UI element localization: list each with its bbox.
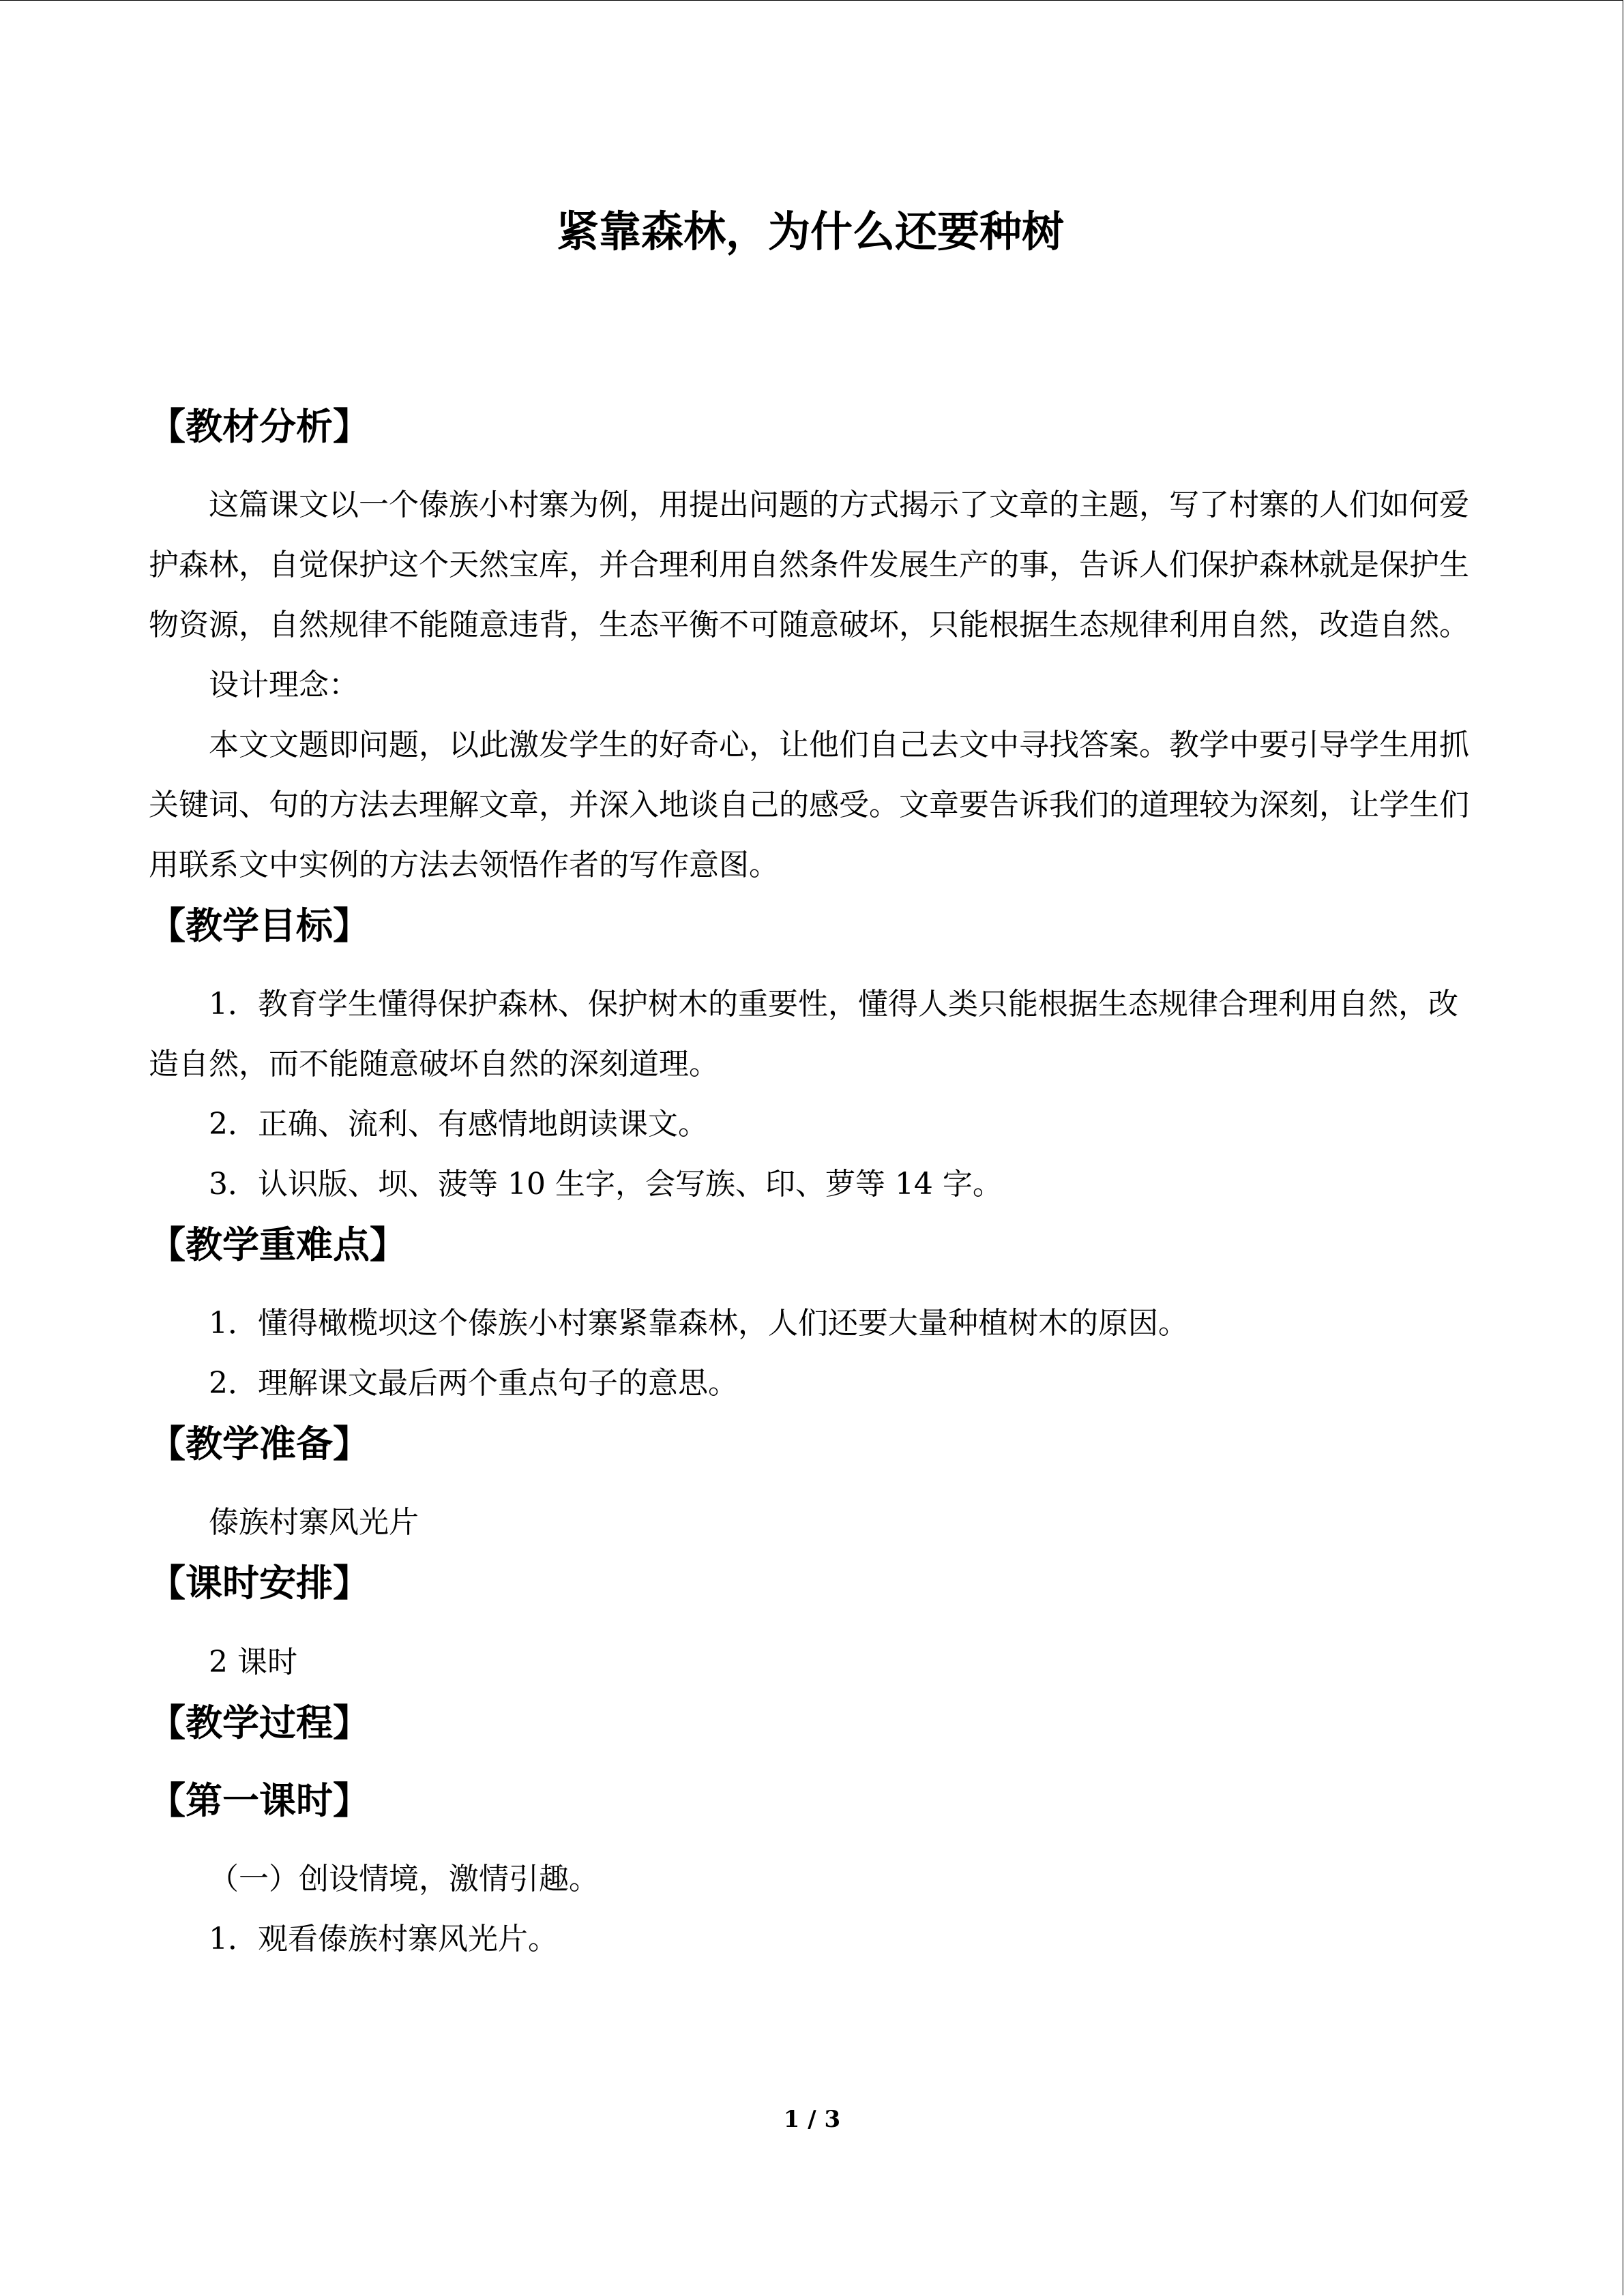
lesson1-item-1: （一）创设情境，激情引趣。: [209, 1861, 599, 1896]
lesson1-item-2: 1．观看傣族村寨风光片。: [209, 1921, 558, 1956]
section-preparation: [149, 1420, 1472, 1553]
section-key-points: [149, 1221, 1472, 1414]
section-heading-preparation: 【教学准备】: [149, 1422, 370, 1466]
document-title: 紧靠森林，为什么还要种树: [556, 207, 1064, 256]
section-schedule: [149, 1560, 1472, 1692]
design-concept-label: 设计理念：: [209, 667, 359, 702]
section-heading-lesson1: 【第一课时】: [149, 1778, 370, 1822]
schedule-text: 2 课时: [209, 1644, 297, 1680]
section-heading-schedule: 【课时安排】: [149, 1562, 370, 1605]
goal-item-2: 2．正确、流利、有感情地朗读课文。: [209, 1106, 708, 1142]
goal-item-1: 1．教育学生懂得保护森林、保护树木的重要性，懂得人类只能根据生态规律合理利用自然，改造自然，而不能随意破坏自然的深刻道理。: [149, 986, 1458, 1082]
goal-item-3: 3．认识版、坝、菠等 10 生字，会写族、印、萝等 14 字。: [209, 1166, 1003, 1202]
document-body: [149, 205, 1472, 1969]
page-number: 1 / 3: [783, 2106, 841, 2133]
section-lesson-1: [149, 1777, 1472, 1969]
design-concept-paragraph: 本文文题即问题，以此激发学生的好奇心，让他们自己去文中寻找答案。教学中要引导学生用抓关键词、句的方法去理解文章，并深入地谈自己的感受。文章要告诉我们的道理较为深刻，让学生们用联系文中实例的方法去领悟作者的写作意图。: [149, 727, 1469, 882]
preparation-text: 傣族村寨风光片: [209, 1505, 419, 1540]
section-heading-goals: 【教学目标】: [149, 904, 370, 947]
section-teaching-analysis: [149, 403, 1472, 895]
section-process: [149, 1699, 1472, 1747]
section-teaching-goals: [149, 902, 1472, 1214]
section-heading-process: 【教学过程】: [149, 1701, 370, 1744]
keypoint-item-1: 1．懂得橄榄坝这个傣族小村寨紧靠森林，人们还要大量种植树木的原因。: [209, 1306, 1188, 1341]
keypoint-item-2: 2．理解课文最后两个重点句子的意思。: [209, 1366, 738, 1401]
section-heading-analysis: 【教材分析】: [149, 404, 370, 448]
section-heading-keypoints: 【教学重难点】: [149, 1223, 407, 1266]
analysis-paragraph-1: 这篇课文以一个傣族小村寨为例，用提出问题的方式揭示了文章的主题，写了村寨的人们如何爱护森林，自觉保护这个天然宝库，并合理利用自然条件发展生产的事，告诉人们保护森林就是保护生物资源，自然规律不能随意违背，生态平衡不可随意破坏，只能根据生态规律利用自然，改造自然。: [149, 487, 1469, 642]
